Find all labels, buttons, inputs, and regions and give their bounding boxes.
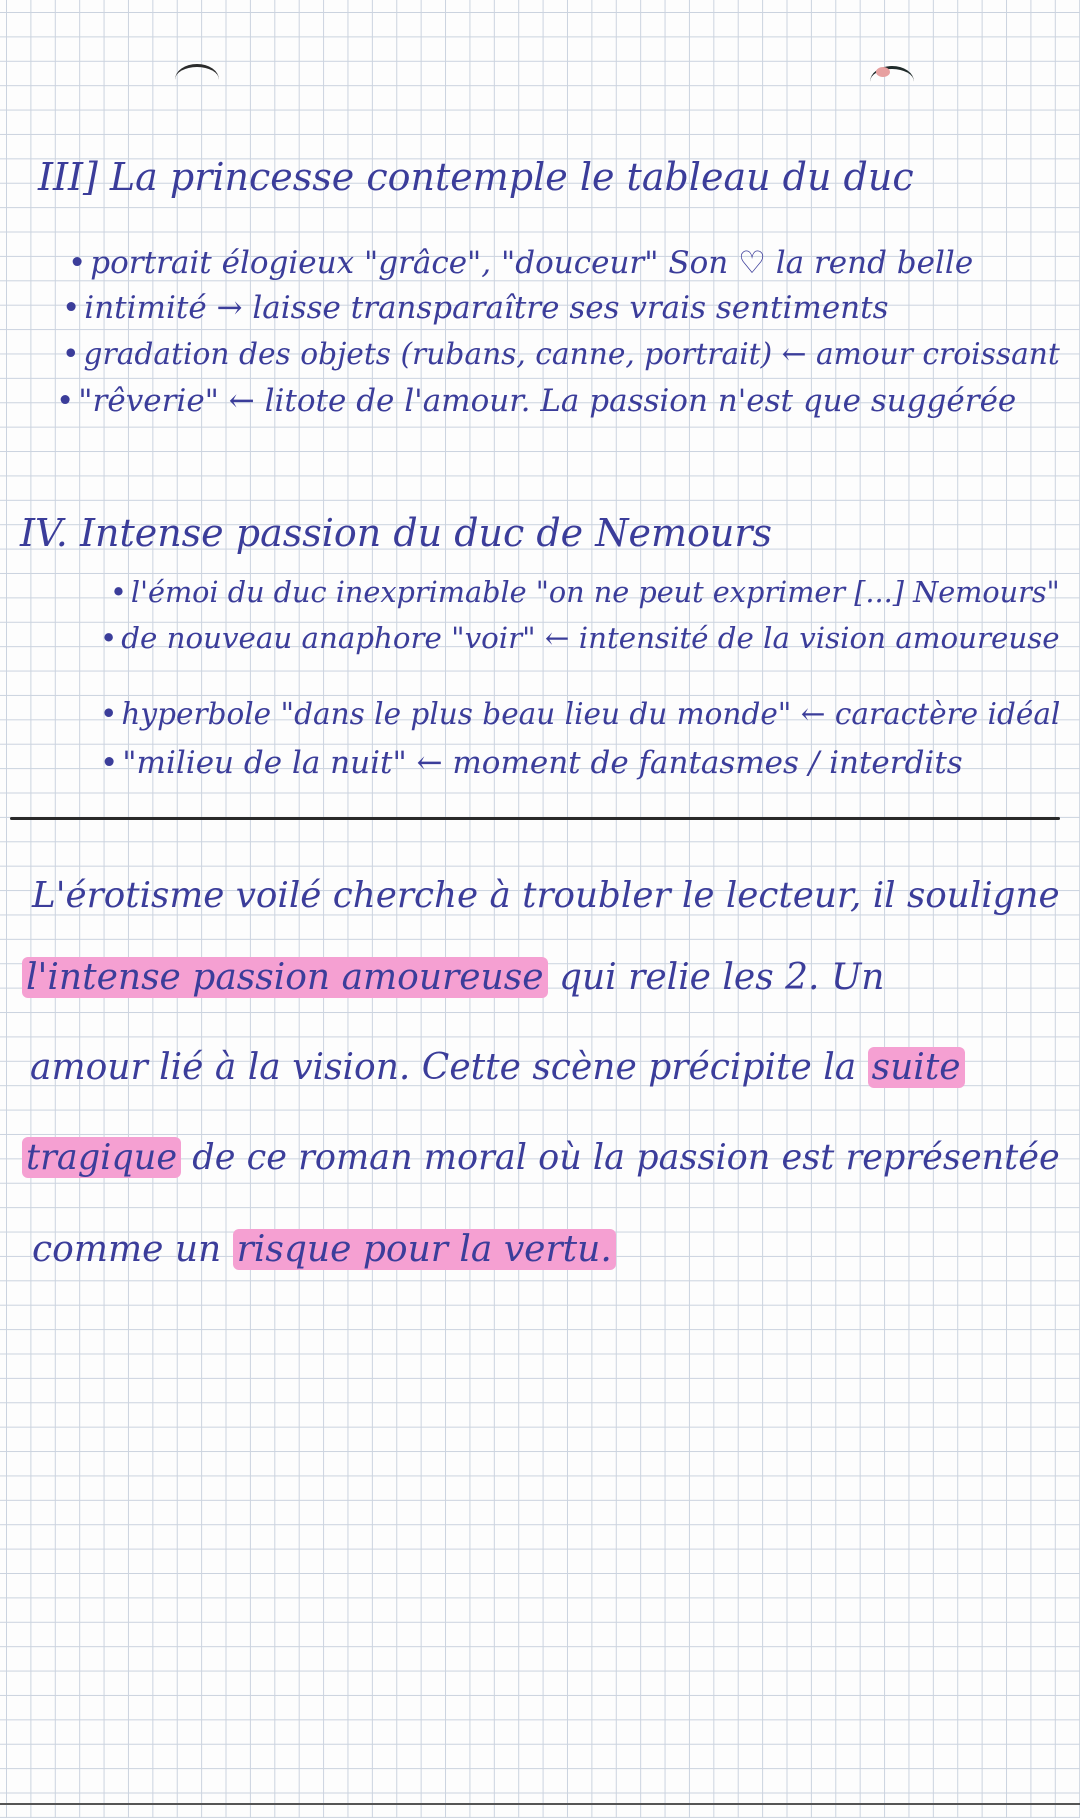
conclusion-line-5	[32, 1229, 616, 1270]
conclusion-text: de ce roman moral où la passion est représentée	[181, 1137, 1060, 1178]
bullet-dot: •	[56, 383, 75, 419]
bullet-dot: •	[100, 697, 118, 731]
highlighted-text: risque pour la vertu.	[233, 1229, 616, 1270]
section-3-heading: III] La princesse contemple le tableau du duc	[38, 155, 914, 199]
bullet-dot: •	[62, 337, 80, 372]
conclusion-text: amour lié à la vision. Cette scène précipite la	[30, 1047, 868, 1088]
bullet-dot: •	[100, 745, 119, 781]
bullet-text: portrait élogieux "grâce", "douceur" Son ♡ la rend belle	[90, 245, 974, 281]
section-3-bullet	[56, 383, 1017, 419]
bullet-text: de nouveau anaphore "voir" ← intensité de la vision amoureuse	[121, 621, 1060, 655]
bullet-text: "rêverie" ← litote de l'amour. La passion n'est que suggérée	[78, 383, 1017, 419]
sheet-bottom-edge	[0, 1803, 1080, 1805]
bullet-text: hyperbole "dans le plus beau lieu du monde" ← caractère idéal	[121, 697, 1061, 731]
section-3-bullet	[62, 290, 889, 326]
bullet-dot: •	[62, 290, 81, 326]
binder-hole-left	[175, 64, 219, 95]
highlighted-text: suite	[868, 1047, 965, 1088]
conclusion-line-4	[22, 1137, 1060, 1178]
bullet-text: "milieu de la nuit" ← moment de fantasmes / interdits	[122, 745, 963, 781]
section-divider	[10, 817, 1060, 820]
conclusion-text: qui relie les 2. Un	[547, 957, 885, 998]
section-4-bullet	[100, 621, 1060, 655]
conclusion-text: comme un	[32, 1229, 233, 1270]
conclusion-line-1: L'érotisme voilé cherche à troubler le lecteur, il souligne	[32, 875, 1060, 916]
bullet-text: gradation des objets (rubans, canne, portrait) ← amour croissant	[83, 337, 1060, 372]
section-4-bullet	[100, 745, 963, 781]
binder-hole-right	[870, 66, 914, 97]
section-3-bullet	[62, 337, 1060, 372]
highlighted-text: l'intense passion amoureuse	[22, 957, 548, 998]
section-4-bullet	[100, 697, 1061, 731]
section-4-heading: IV. Intense passion du duc de Nemours	[20, 511, 773, 555]
bullet-dot: •	[100, 621, 118, 655]
conclusion-line-3	[30, 1047, 965, 1088]
highlighted-text: tragique	[22, 1137, 181, 1178]
bullet-dot: •	[68, 245, 87, 281]
bullet-dot: •	[110, 575, 127, 609]
bullet-text: intimité → laisse transparaître ses vrais sentiments	[84, 290, 889, 326]
section-4-bullet	[110, 575, 1060, 609]
conclusion-line-2	[22, 957, 885, 998]
section-3-bullet	[68, 245, 974, 281]
bullet-text: l'émoi du duc inexprimable "on ne peut exprimer [...] Nemours"	[130, 575, 1060, 609]
